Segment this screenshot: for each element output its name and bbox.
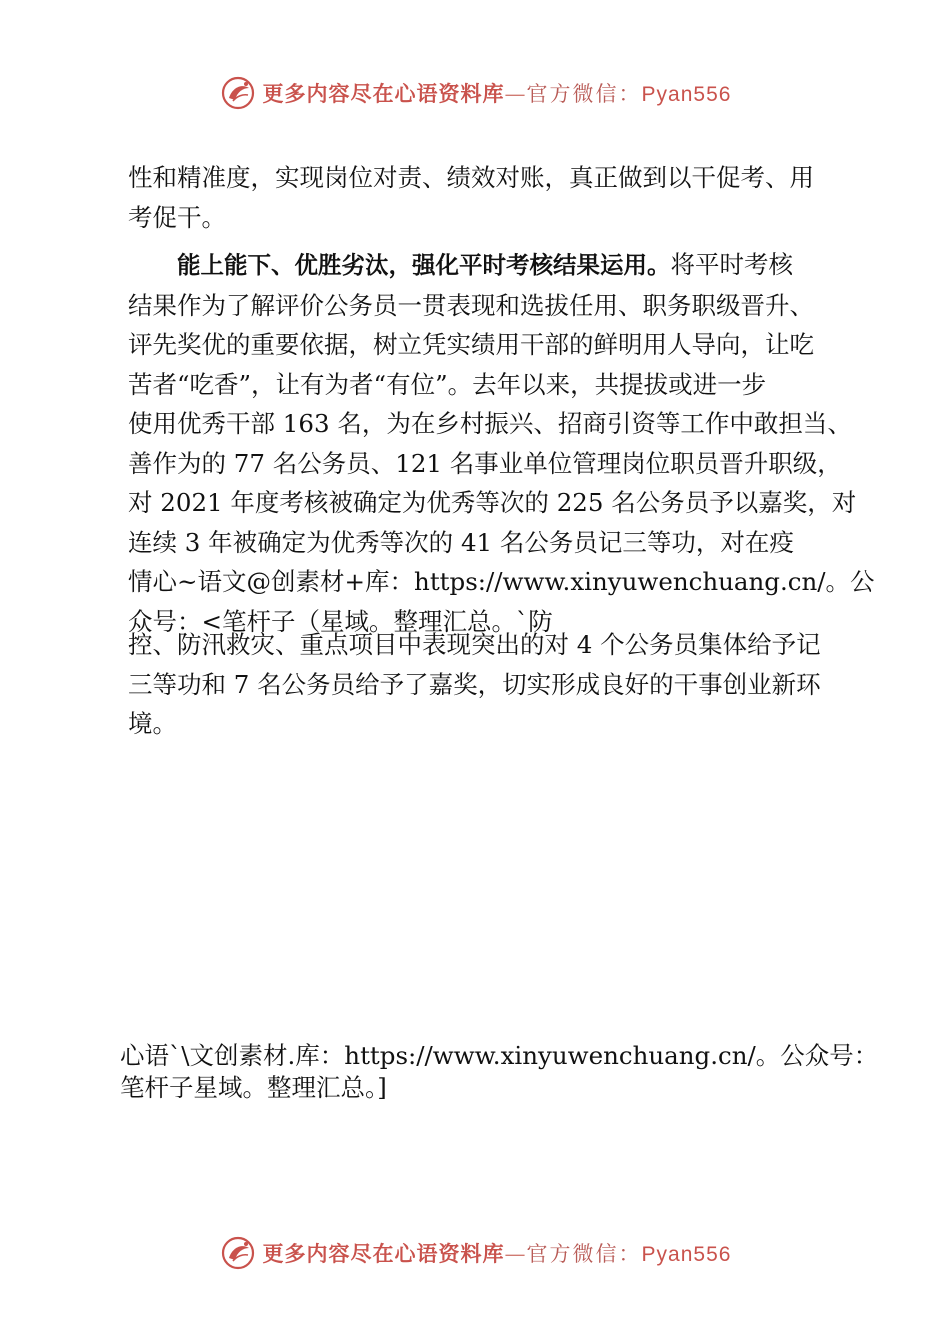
- paragraph-3-line: 三等功和 7 名公务员给予了嘉奖，切实形成良好的干事创业新环: [128, 669, 821, 699]
- paragraph-1-line: 考促干。: [128, 202, 226, 232]
- paragraph-3: [128, 625, 828, 744]
- paragraph-2-heading: 能上能下、优胜劣汰，强化平时考核结果运用。: [177, 251, 671, 279]
- banner-main-text: 更多内容尽在心语资料库: [262, 1241, 505, 1266]
- logo-icon: [219, 74, 257, 112]
- paragraph-2-line: 连续 3 年被确定为优秀等次的 41 名公务员记三等功，对在疫: [128, 527, 794, 557]
- paragraph-2-first-line: [128, 245, 828, 286]
- paragraph-3-line: 境。: [128, 709, 177, 738]
- paragraph-1: [128, 158, 828, 237]
- banner-wechat-id: Pyan556: [641, 1243, 732, 1266]
- footer-note: [120, 1040, 900, 1104]
- banner-text: [263, 78, 732, 108]
- paragraph-2-line: 苦者“吃香”，让有为者“有位”。去年以来，共提拔或进一步: [128, 369, 767, 399]
- banner-separator: —: [504, 1242, 527, 1266]
- paragraph-3-line: 控、防汛救灾、重点项目中表现突出的对 4 个公务员集体给予记: [128, 630, 821, 659]
- footer-banner: [0, 1230, 950, 1276]
- paragraph-2-line: 对 2021 年度考核被确定为优秀等次的 225 名公务员予以嘉奖，对: [128, 488, 857, 517]
- paragraph-2-line: 情心~语文@创素材+库：https://www.xinyuwenchuang.cn/。公: [128, 567, 875, 596]
- header-banner: [0, 70, 950, 116]
- banner-text: [263, 1238, 732, 1268]
- paragraph-2-line: 评先奖优的重要依据，树立凭实绩用干部的鲜明用人导向，让吃: [128, 330, 814, 359]
- paragraph-2-first-line-rest: 将平时考核: [670, 250, 793, 279]
- paragraph-2: [128, 245, 875, 641]
- banner-wechat-label: 官方微信：: [526, 1242, 642, 1266]
- banner-wechat-id: Pyan556: [641, 83, 732, 106]
- paragraph-2-line: 结果作为了解评价公务员一贯表现和选拔任用、职务职级晋升、: [128, 290, 814, 320]
- paragraph-2-line: 众号：<笔杆子（星域。整理汇总。`防: [128, 606, 553, 636]
- banner-wechat-label: 官方微信：: [526, 82, 642, 106]
- footer-note-line: 心语`\文创素材.库：https://www.xinyuwenchuang.cn/。公众号：: [120, 1041, 879, 1070]
- paragraph-2-line: 善作为的 77 名公务员、121 名事业单位管理岗位职员晋升职级，: [128, 448, 842, 478]
- footer-note-line: 笔杆子星域。整理汇总。]: [120, 1073, 387, 1102]
- logo-icon: [219, 1234, 257, 1272]
- paragraph-1-line: 性和精准度，实现岗位对责、绩效对账，真正做到以干促考、用: [128, 163, 814, 192]
- banner-separator: —: [504, 82, 527, 106]
- paragraph-2-line: 使用优秀干部 163 名，为在乡村振兴、招商引资等工作中敢担当、: [128, 409, 852, 438]
- banner-main-text: 更多内容尽在心语资料库: [262, 81, 505, 106]
